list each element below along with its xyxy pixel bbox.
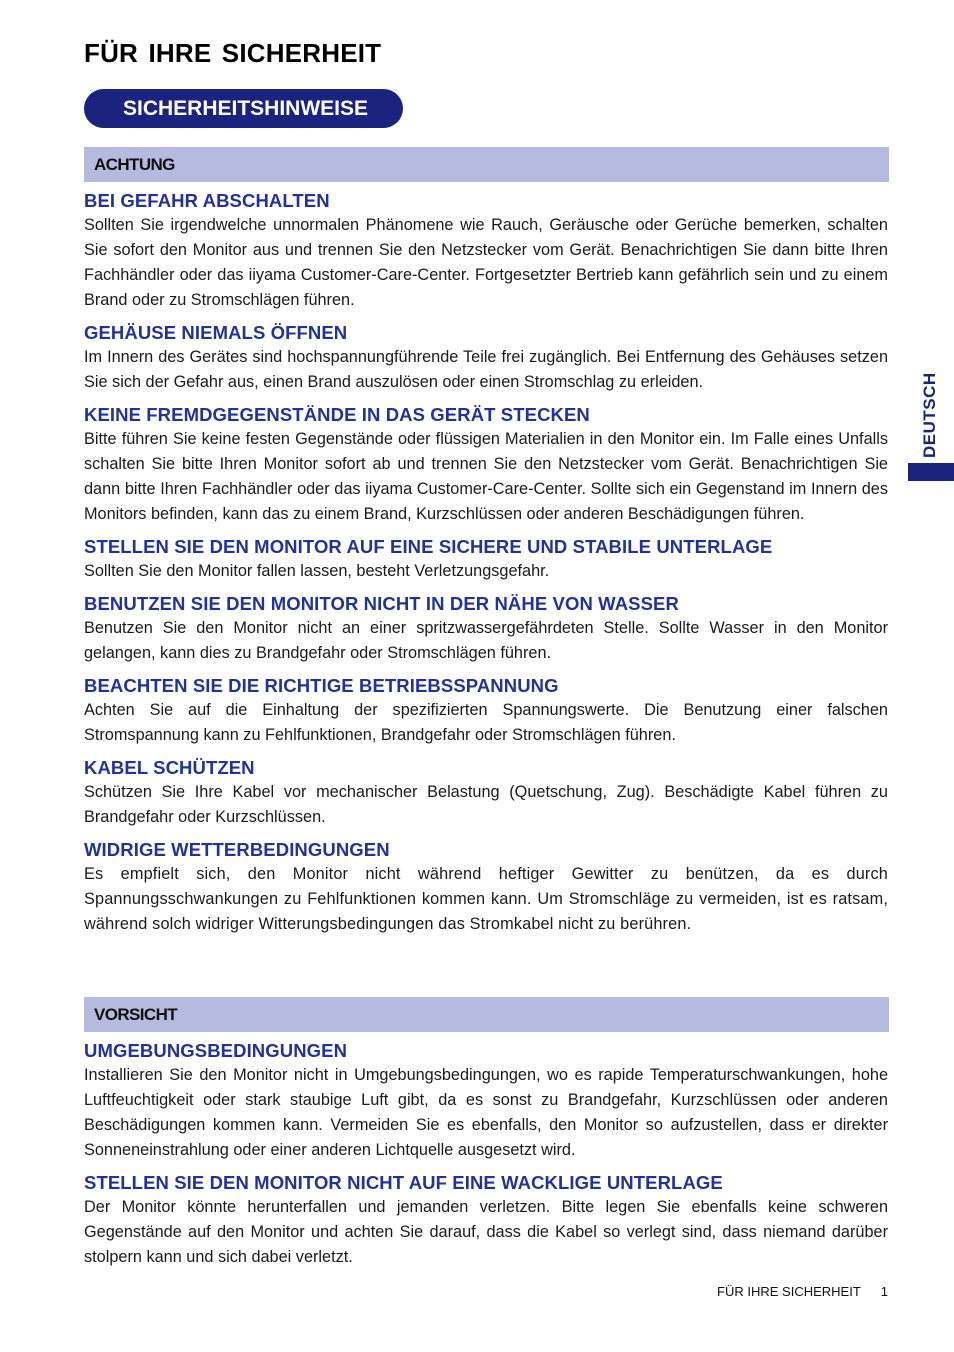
section-title: KABEL SCHÜTZEN [84,757,255,778]
footer-label: FÜR IHRE SICHERHEIT [717,1284,861,1299]
section-title: UMGEBUNGSBEDINGUNGEN [84,1040,348,1061]
section-body: Sollten Sie irgendwelche unnormalen Phänomene wie Rauch, Geräusche oder Gerüche bemerken, schalten Sie sofort den Monitor aus und trennen Sie den Netzstecker vom Gerät. Benachrichtigen Sie dann bitte Ihren Fachhändler oder das iiyama Customer-Care-Center. Fortgesetzter Bertrieb kann gefährlich sein und zu einem Brand oder zu Stromschlägen führen. [84,216,888,309]
vorsicht-sections [84,1039,888,1278]
section-body: Sollten Sie den Monitor fallen lassen, besteht Verletzungsgefahr. [84,562,550,580]
page-title: FÜR IHRE SICHERHEIT [84,38,382,68]
section-nicht-nahe-wasser [84,592,888,666]
section-body: Im Innern des Gerätes sind hochspannungführende Teile frei zugänglich. Bei Entfernung des Gehäuses setzen Sie sich der Gefahr aus, einen Brand auszulösen oder einen Stromschlag zu erleiden. [84,348,888,391]
section-title: STELLEN SIE DEN MONITOR NICHT AUF EINE WACKLIGE UNTERLAGE [84,1172,723,1193]
section-gehaeuse-niemals-oeffnen [84,321,888,395]
section-wacklige-unterlage [84,1171,888,1270]
section-kabel-schuetzen [84,756,888,830]
section-body: Achten Sie auf die Einhaltung der spezifizierten Spannungswerte. Die Benutzung einer falschen Stromspannung kann zu Fehlfunktionen, Brandgefahr oder Stromschlägen führen. [84,701,888,744]
section-body: Der Monitor könnte herunterfallen und jemanden verletzen. Bitte legen Sie ebenfalls keine schweren Gegenstände auf den Monitor und achten Sie darauf, dass die Kabel so verlegt sind, dass niemand darüber stolpern kann und sich dabei verletzt. [84,1198,888,1266]
section-title: KEINE FREMDGEGENSTÄNDE IN DAS GERÄT STECKEN [84,404,590,425]
section-widrige-wetterbedingungen [84,838,888,937]
section-title: STELLEN SIE DEN MONITOR AUF EINE SICHERE UND STABILE UNTERLAGE [84,536,773,557]
section-body: Bitte führen Sie keine festen Gegenstände oder flüssigen Materialien in den Monitor ein. Im Falle eines Unfalls schalten Sie bitte Ihren Monitor sofort ab und trennen Sie den Netzstecker vom Gerät. Benachrichtigen Sie dann bitte Ihren Fachhändler oder das iiyama Customer-Care-Center. Sollte sich ein Gegenstand im Innern des Monitors befinden, kann das zu einem Brand, Kurzschlüssen oder anderen Beschädigungen führen. [84,430,888,523]
section-body: Es empfielt sich, den Monitor nicht während heftiger Gewitter zu benützen, da es durch Spannungsschwankungen zu Fehlfunktionen kommen kann. Um Stromschläge zu vermeiden, ist es ratsam, während solch widriger Witterungsbedingungen das Stromkabel nicht zu berühren. [84,865,888,933]
section-body: Schützen Sie Ihre Kabel vor mechanischer Belastung (Quetschung, Zug). Beschädigte Kabel führen zu Brandgefahr oder Kurzschlüssen. [84,783,888,826]
section-body: Installieren Sie den Monitor nicht in Umgebungsbedingungen, wo es rapide Temperaturschwankungen, hohe Luftfeuchtigkeit oder stark staubige Luft gibt, da es sonst zu Brandgefahr, Kurzschlüssen oder anderen Beschädigungen kommen kann. Vermeiden Sie es ebenfalls, den Monitor so aufzustellen, dass er direkter Sonneneinstrahlung oder einer anderen Lichtquelle ausgesetzt wird. [84,1066,888,1159]
page-footer [717,1284,888,1299]
section-pill-sicherheitshinweise: SICHERHEITSHINWEISE [84,89,403,128]
section-betriebsspannung [84,674,888,748]
section-title: BENUTZEN SIE DEN MONITOR NICHT IN DER NÄHE VON WASSER [84,593,679,614]
band-vorsicht: VORSICHT [84,997,889,1032]
section-title: BEI GEFAHR ABSCHALTEN [84,190,330,211]
section-title: BEACHTEN SIE DIE RICHTIGE BETRIEBSSPANNUNG [84,675,559,696]
section-umgebungsbedingungen [84,1039,888,1163]
language-side-tab [908,358,954,481]
section-bei-gefahr-abschalten [84,189,888,313]
section-keine-fremdgegenstaende [84,403,888,527]
band-achtung: ACHTUNG [84,147,889,182]
section-title: WIDRIGE WETTERBEDINGUNGEN [84,839,390,860]
section-title: GEHÄUSE NIEMALS ÖFFNEN [84,322,348,343]
achtung-sections [84,189,888,945]
language-label: DEUTSCH [920,372,939,458]
section-stabile-unterlage [84,535,888,584]
section-body: Benutzen Sie den Monitor nicht an einer spritzwassergefährdeten Stelle. Sollte Wasser in den Monitor gelangen, kann dies zu Brandgefahr oder Stromschlägen führen. [84,619,888,662]
page-number: 1 [880,1284,888,1299]
language-tab-bar [908,463,954,481]
